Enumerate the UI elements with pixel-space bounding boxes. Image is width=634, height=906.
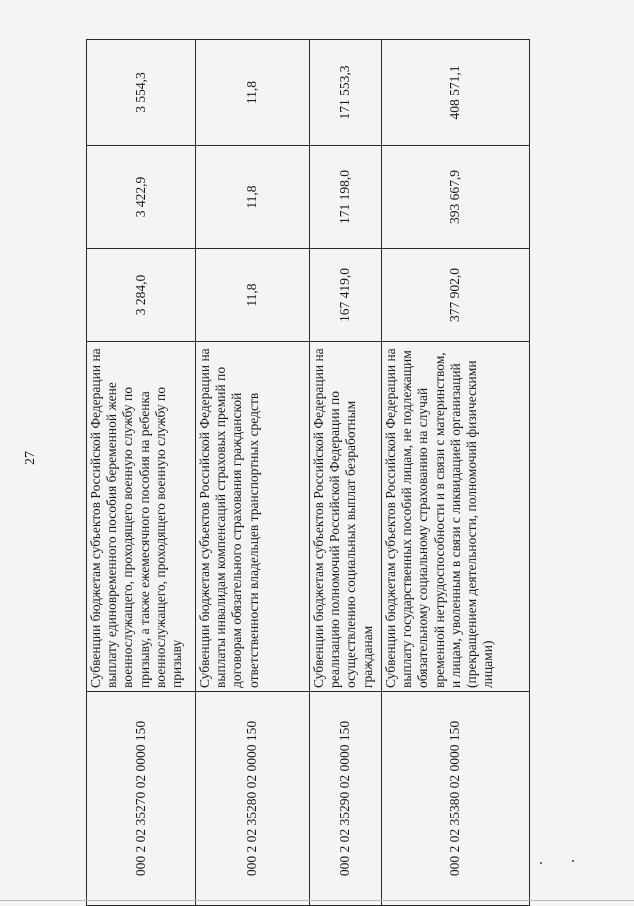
description-cell: Субвенции бюджетам субъектов Российской Федерации на выплату единовременного пособия беременной жене военнослужащего, проходящего военную службу по призыву, а также ежемесячного пособия на ребенка военнослужащего, проходящего военную службу по призыву [87, 342, 196, 692]
budget-code-cell: 000 2 02 35270 02 0000 150 [87, 692, 196, 906]
budget-code-cell: 000 2 02 35380 02 0000 150 [382, 692, 530, 906]
table-row [87, 40, 196, 906]
value-cell-3: 171 553,3 [310, 40, 382, 146]
page-number: 27 [23, 451, 38, 465]
scan-mark [540, 862, 542, 864]
value-cell-3: 408 571,1 [382, 40, 530, 146]
table-row [196, 40, 310, 906]
table-row [382, 40, 530, 906]
value-cell-3: 3 554,3 [87, 40, 196, 146]
value-cell-1: 3 284,0 [87, 249, 196, 342]
budget-table-rotated [86, 40, 529, 906]
scan-edge-line [0, 900, 634, 901]
description-cell: Субвенции бюджетам субъектов Российской Федерации на выплату государственных пособий лицам, не подлежащим обязательному социальному страхованию на случай временной нетрудоспособности и в связи с материнством, и лицам, уволенным в связи с ликвидацией организаций (прекращением деятельности, полномочий физическими лицами) [382, 342, 530, 692]
budget-table [86, 39, 530, 906]
budget-code-cell: 000 2 02 35290 02 0000 150 [310, 692, 382, 906]
value-cell-2: 11,8 [196, 146, 310, 249]
description-cell: Субвенции бюджетам субъектов Российской Федерации на выплаты инвалидам компенсаций страховых премий по договорам обязательного страхования гражданской ответственности владельцев транспортных средств [196, 342, 310, 692]
value-cell-1: 377 902,0 [382, 249, 530, 342]
value-cell-2: 171 198,0 [310, 146, 382, 249]
budget-code-cell: 000 2 02 35280 02 0000 150 [196, 692, 310, 906]
table-row [310, 40, 382, 906]
value-cell-3: 11,8 [196, 40, 310, 146]
value-cell-1: 11,8 [196, 249, 310, 342]
value-cell-2: 3 422,9 [87, 146, 196, 249]
description-cell: Субвенции бюджетам субъектов Российской Федерации на реализацию полномочий Российской Федерации по осуществлению социальных выплат безработным гражданам [310, 342, 382, 692]
value-cell-2: 393 667,9 [382, 146, 530, 249]
value-cell-1: 167 419,0 [310, 249, 382, 342]
scan-mark [572, 860, 574, 862]
